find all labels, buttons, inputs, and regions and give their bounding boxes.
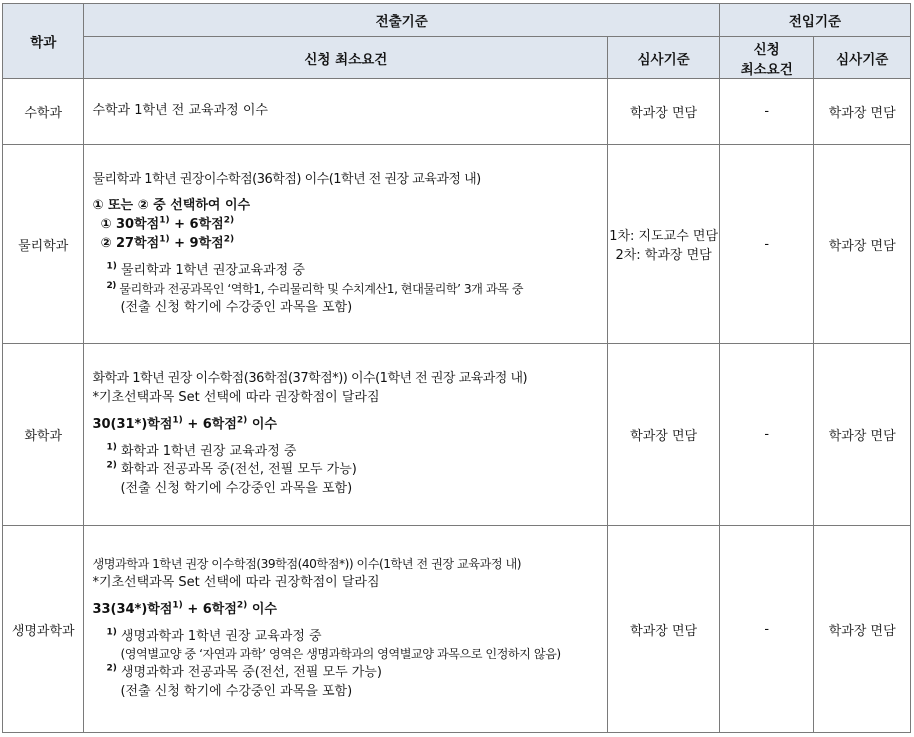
requirement-line: 수학과 1학년 전 교육과정 이수 [92, 103, 268, 119]
footnote-mark: 2) [236, 600, 248, 611]
footnote-note: (영역별교양 중 ‘자연과 과학’ 영역은 생명과학과의 영역별교양 과목으로 인정하지 않음) [120, 647, 561, 662]
review-cell: 학과장 면담 [608, 79, 720, 145]
footnote-mark: 2) [223, 234, 235, 245]
header-min-requirement: 신청 최소요건 [84, 37, 608, 79]
dept-cell: 화학과 [3, 344, 84, 526]
in-min-cell: - [719, 145, 814, 344]
table-row [3, 145, 911, 344]
table-row [3, 79, 911, 145]
transfer-criteria-table [2, 3, 911, 733]
header-in-review: 심사기준 [814, 37, 911, 79]
dept-cell: 생명과학과 [3, 526, 84, 733]
header-in-min-requirement [719, 37, 814, 79]
requirement-cell [84, 145, 608, 344]
footnote-line [92, 628, 607, 647]
header-in-min-line1: 신청 [753, 41, 780, 58]
requirement-option-2 [92, 235, 607, 254]
footnote-mark: 1) [106, 442, 117, 453]
requirement-credits-line [92, 416, 607, 435]
text-part: 화학과 전공과목 중(전선, 전필 모두 가능) [116, 462, 357, 478]
in-min-cell: - [719, 344, 814, 526]
header-transfer-out: 전출기준 [84, 4, 719, 37]
footnote-mark: 1) [172, 415, 183, 426]
text-part: 화학과 1학년 권장 교육과정 중 [116, 443, 297, 459]
review-cell: 학과장 면담 [608, 526, 720, 733]
requirement-line: 물리학과 1학년 권장이수학점(36학점) 이수(1학년 전 권장 교육과정 내) [92, 171, 481, 187]
text-part: + 6학점 [182, 416, 237, 432]
header-dept: 학과 [3, 4, 84, 79]
text-part: 생명과학과 전공과목 중(전선, 전필 모두 가능) [116, 665, 382, 681]
text-part: + 9학점 [169, 236, 224, 252]
in-review-cell: 학과장 면담 [814, 145, 911, 344]
requirement-line: *기초선택과목 Set 선택에 따라 권장학점이 달라짐 [92, 574, 380, 590]
footnote-mark: 2) [106, 663, 117, 674]
footnote-mark: 1) [159, 215, 170, 226]
text-part: 생명과학과 1학년 권장 교육과정 중 [116, 628, 322, 644]
text-part: 이수 [247, 416, 277, 432]
text-part: ② 27학점 [100, 236, 160, 252]
requirement-cell [84, 79, 608, 145]
in-review-cell: 학과장 면담 [814, 526, 911, 733]
footnote-note: (전출 신청 학기에 수강중인 과목을 포함) [120, 683, 353, 699]
header-review: 심사기준 [608, 37, 720, 79]
text-part: 물리학과 전공과목인 ‘역학1, 수리물리학 및 수치계산1, 현대물리학’ 3개 과목 중 [115, 281, 524, 296]
footnote-line [92, 443, 607, 462]
requirement-cell [84, 526, 608, 733]
footnote-mark: 2) [106, 461, 117, 472]
review-line: 1차: 지도교수 면담 [609, 229, 719, 244]
header-transfer-in: 전입기준 [719, 4, 910, 37]
requirement-option-line: ① 또는 ② 중 선택하여 이수 [92, 198, 251, 214]
footnote-mark: 1) [106, 261, 117, 272]
footnote-mark: 2) [106, 280, 116, 291]
review-line: 2차: 학과장 면담 [615, 248, 712, 263]
requirement-option-1 [92, 216, 607, 235]
text-part: 30(31*)학점 [92, 416, 173, 432]
header-in-min-line2: 최소요건 [740, 61, 793, 78]
footnote-mark: 2) [236, 415, 248, 426]
text-part: 이수 [247, 601, 277, 617]
requirement-line: 화학과 1학년 권장 이수학점(36학점(37학점*)) 이수(1학년 전 권장 교육과정 내) [92, 370, 528, 386]
text-part: ① 30학점 [100, 217, 160, 233]
text-part: 33(34*)학점 [92, 601, 173, 617]
in-review-cell: 학과장 면담 [814, 344, 911, 526]
table-row [3, 344, 911, 526]
footnote-note: (전출 신청 학기에 수강중인 과목을 포함) [120, 481, 353, 497]
header-row-1 [3, 4, 911, 37]
footnote-note: (전출 신청 학기에 수강중인 과목을 포함) [120, 299, 353, 315]
text-part: + 6학점 [169, 217, 224, 233]
table-row [3, 526, 911, 733]
review-cell [608, 145, 720, 344]
dept-cell: 수학과 [3, 79, 84, 145]
footnote-mark: 1) [159, 234, 170, 245]
text-part: + 6학점 [182, 601, 237, 617]
footnote-line [92, 664, 607, 683]
header-row-2 [3, 37, 911, 79]
footnote-mark: 1) [172, 600, 183, 611]
requirement-line: 생명과학과 1학년 권장 이수학점(39학점(40학점*)) 이수(1학년 전 권장 교육과정 내) [92, 557, 521, 572]
requirement-cell [84, 344, 608, 526]
in-min-cell: - [719, 79, 814, 145]
footnote-line [92, 281, 607, 299]
text-part: 물리학과 1학년 권장교육과정 중 [116, 263, 305, 278]
requirement-line: *기초선택과목 Set 선택에 따라 권장학점이 달라짐 [92, 389, 380, 405]
requirement-credits-line [92, 601, 607, 620]
review-cell: 학과장 면담 [608, 344, 720, 526]
footnote-mark: 2) [223, 215, 235, 226]
footnote-line [92, 461, 607, 480]
footnote-line [92, 262, 607, 281]
dept-cell: 물리학과 [3, 145, 84, 344]
in-min-cell: - [719, 526, 814, 733]
in-review-cell: 학과장 면담 [814, 79, 911, 145]
footnote-mark: 1) [106, 627, 117, 638]
